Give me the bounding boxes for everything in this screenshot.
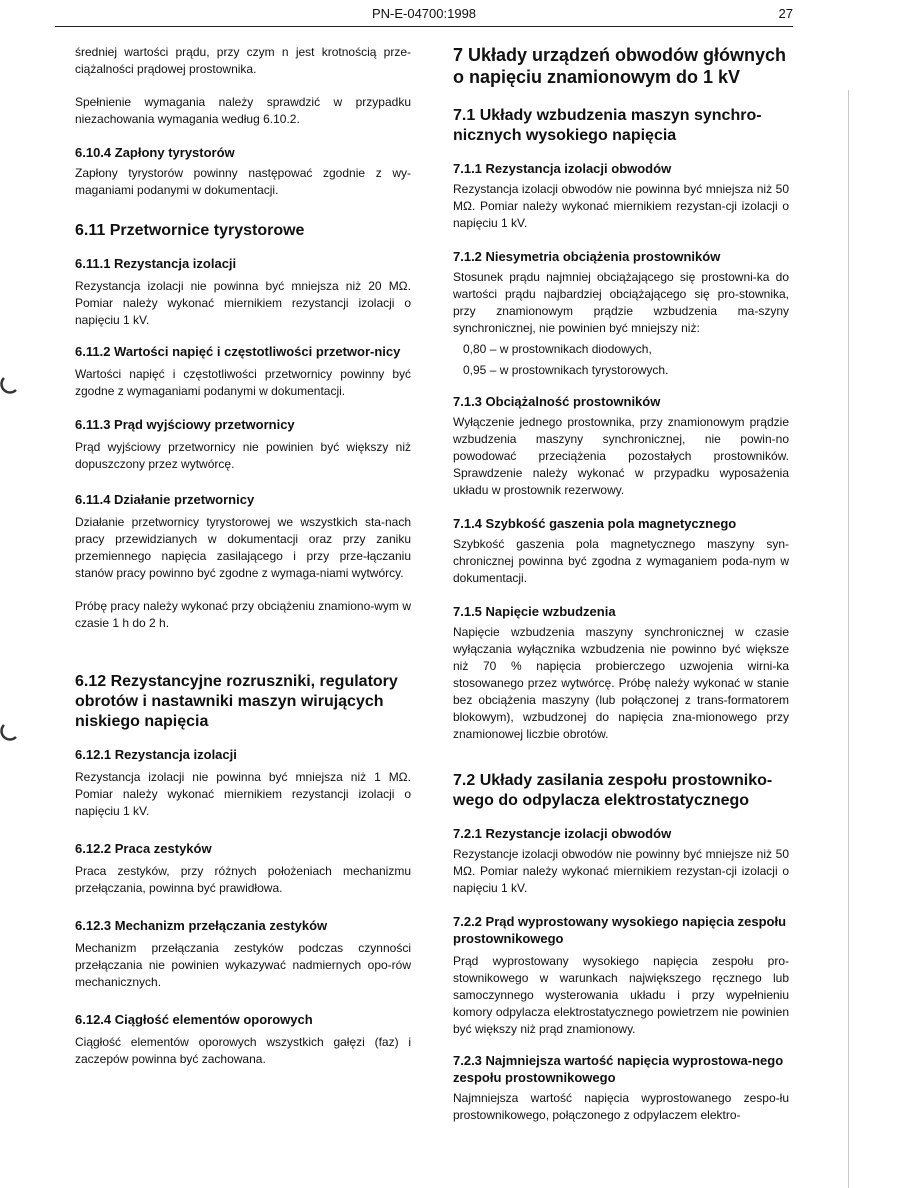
paragraph: Rezystancja izolacji nie powinna być mniejsza niż 1 MΩ. Pomiar należy wykonać miernikiem rezystancji izolacji o napięciu 1 kV. [75, 770, 411, 818]
paragraph: Zapłony tyrystorów powinny następować zgodnie z wy-maganiami podanymi w dokumentacji. [75, 166, 411, 197]
paragraph: Spełnienie wymagania należy sprawdzić w przypadku niezachowania wymagania według 6.10.2. [75, 95, 411, 126]
section-heading-7-1-3: 7.1.3 Obciążalność prostowników [453, 394, 661, 409]
paragraph: Rezystancja izolacji obwodów nie powinna być mniejsza niż 50 MΩ. Pomiar należy wykonać miernikiem rezystan-cji izolacji o napięciu 1 kV. [453, 182, 789, 230]
page-edge-line [848, 90, 849, 1188]
paragraph: Działanie przetwornicy tyrystorowej we wszystkich sta-nach pracy przewidzianych w dokumentacji oraz przy zaniku przemiennego napięcia zasilającego i przy prze-łączaniu stanów pracy powinno być zgodne z wymaga-niami wytwórcy. [75, 515, 411, 580]
section-heading-7-1-1: 7.1.1 Rezystancja izolacji obwodów [453, 161, 672, 176]
punch-hole-icon [0, 375, 20, 395]
paragraph: Rezystancja izolacji nie powinna być mniejsza niż 20 MΩ. Pomiar należy wykonać miernikiem rezystancji izolacji o napięciu 1 kV. [75, 279, 411, 327]
section-heading-7-2-3: 7.2.3 Najmniejsza wartość napięcia wyprostowa-nego zespołu prostownikowego [453, 1053, 784, 1085]
paragraph: Wartości napięć i częstotliwości przetwornicy powinny być zgodne z wymaganiami podanymi w dokumentacji. [75, 367, 411, 398]
left-column [75, 44, 411, 1068]
chapter-heading-7: 7 Układy urządzeń obwodów głównych o napięciu znamionowym do 1 kV [453, 45, 787, 87]
section-heading-7-1-4: 7.1.4 Szybkość gaszenia pola magnetycznego [453, 516, 737, 531]
section-heading-6-10-4: 6.10.4 Zapłony tyrystorów [75, 145, 235, 160]
paragraph: Stosunek prądu najmniej obciążającego się prostowni-ka do wartości prądu najbardziej obciążającego się pro-stownika, przy znamionowym prądzie wzbudzenia ma-szyny synchronicznej, nie powinien być mniejszy niż: [453, 270, 789, 335]
section-heading-7-1-5: 7.1.5 Napięcie wzbudzenia [453, 604, 616, 619]
section-heading-6-11-3: 6.11.3 Prąd wyjściowy przetwornicy [75, 417, 295, 432]
paragraph: Najmniejsza wartość napięcia wyprostowanego zespo-łu prostownikowego, połączonego z odpylaczem elektro- [453, 1091, 789, 1122]
section-heading-6-12-3: 6.12.3 Mechanizm przełączania zestyków [75, 918, 328, 933]
section-heading-6-12-2: 6.12.2 Praca zestyków [75, 841, 212, 856]
paragraph: Prąd wyprostowany wysokiego napięcia zespołu pro-stownikowego w warunkach największego ręcznego lub samoczynnego wysterowania układu i przy wypełnieniu komory odpylacza elektrostatycznego powietrzem nie powinien być większy niż prąd znamionowy. [453, 954, 789, 1036]
section-heading-7-2: 7.2 Układy zasilania zespołu prostowniko-wego do odpylacza elektrostatycznego [453, 772, 773, 809]
section-heading-6-12-4: 6.12.4 Ciągłość elementów oporowych [75, 1012, 313, 1027]
section-heading-6-11: 6.11 Przetwornice tyrystorowe [75, 222, 305, 239]
punch-hole-icon [0, 722, 20, 742]
page-header [55, 0, 793, 27]
right-column [453, 44, 789, 1124]
section-heading-7-1: 7.1 Układy wzbudzenia maszyn synchro-nicznych wysokiego napięcia [453, 107, 762, 144]
page-number: 27 [778, 6, 793, 21]
section-heading-6-12: 6.12 Rezystancyjne rozruszniki, regulatory obrotów i nastawniki maszyn wirujących niskiego napięcia [75, 673, 398, 730]
section-heading-7-2-1: 7.2.1 Rezystancje izolacji obwodów [453, 826, 672, 841]
paragraph: średniej wartości prądu, przy czym n jest krotnością prze-ciążalności prądowej prostownika. [75, 45, 411, 76]
paragraph: Napięcie wzbudzenia maszyny synchronicznej w czasie wyłączania wyłącznika wzbudzenia nie powinno być większe niż 70 % napięcia probierczego uzwojenia wirni-ka stosowanego przez wytwórcę. Próbę należy wykonać w stanie bez obciążenia maszyny (lub połączonej z trans-formatorem blokowym), wzbudzonej do napięcia zna-mionowego przy znamionowej liczbie obrotów. [453, 625, 789, 741]
paragraph: Mechanizm przełączania zestyków podczas czynności przełączania nie powinien wykazywać nadmiernych opo-rów mechanicznych. [75, 941, 411, 989]
paragraph: Wyłączenie jednego prostownika, przy znamionowym prądzie wzbudzenia maszyny synchronicznej, nie powin-no powodować przeciążenia pozostałych prostowników. Sprawdzenie należy wykonać w przypadku wyposażenia układu w prostownik rezerwowy. [453, 415, 789, 497]
paragraph: Praca zestyków, przy różnych położeniach mechanizmu przełączania, powinna być prawidłowa. [75, 864, 411, 895]
list-item: 0,95 – w prostownikach tyrystorowych. [463, 363, 669, 377]
section-heading-6-11-4: 6.11.4 Działanie przetwornicy [75, 492, 255, 507]
paragraph: Ciągłość elementów oporowych wszystkich gałęzi (faz) i zaczepów powinna być zachowana. [75, 1035, 411, 1066]
section-heading-6-11-1: 6.11.1 Rezystancja izolacji [75, 256, 237, 271]
section-heading-7-1-2: 7.1.2 Niesymetria obciążenia prostowników [453, 249, 721, 264]
document-code: PN-E-04700:1998 [371, 6, 477, 21]
paragraph: Prąd wyjściowy przetwornicy nie powinien być większy niż dopuszczony przez wytwórcę. [75, 440, 411, 471]
section-heading-6-11-2: 6.11.2 Wartości napięć i częstotliwości przetwor-nicy [75, 344, 401, 359]
paragraph: Rezystancje izolacji obwodów nie powinny być mniejsze niż 50 MΩ. Pomiar należy wykonać miernikiem rezystan-cji izolacji o napięciu 1 kV. [453, 847, 789, 895]
paragraph: Szybkość gaszenia pola magnetycznego maszyny syn-chronicznej powinna być zgodna z wymaganiem poda-nym w dokumentacji. [453, 537, 789, 585]
section-heading-7-2-2: 7.2.2 Prąd wyprostowany wysokiego napięcia zespołu prostownikowego [453, 914, 787, 946]
section-heading-6-12-1: 6.12.1 Rezystancja izolacji [75, 747, 237, 762]
paragraph: Próbę pracy należy wykonać przy obciążeniu znamiono-wym w czasie 1 h do 2 h. [75, 599, 411, 630]
list-item: 0,80 – w prostownikach diodowych, [463, 342, 652, 356]
